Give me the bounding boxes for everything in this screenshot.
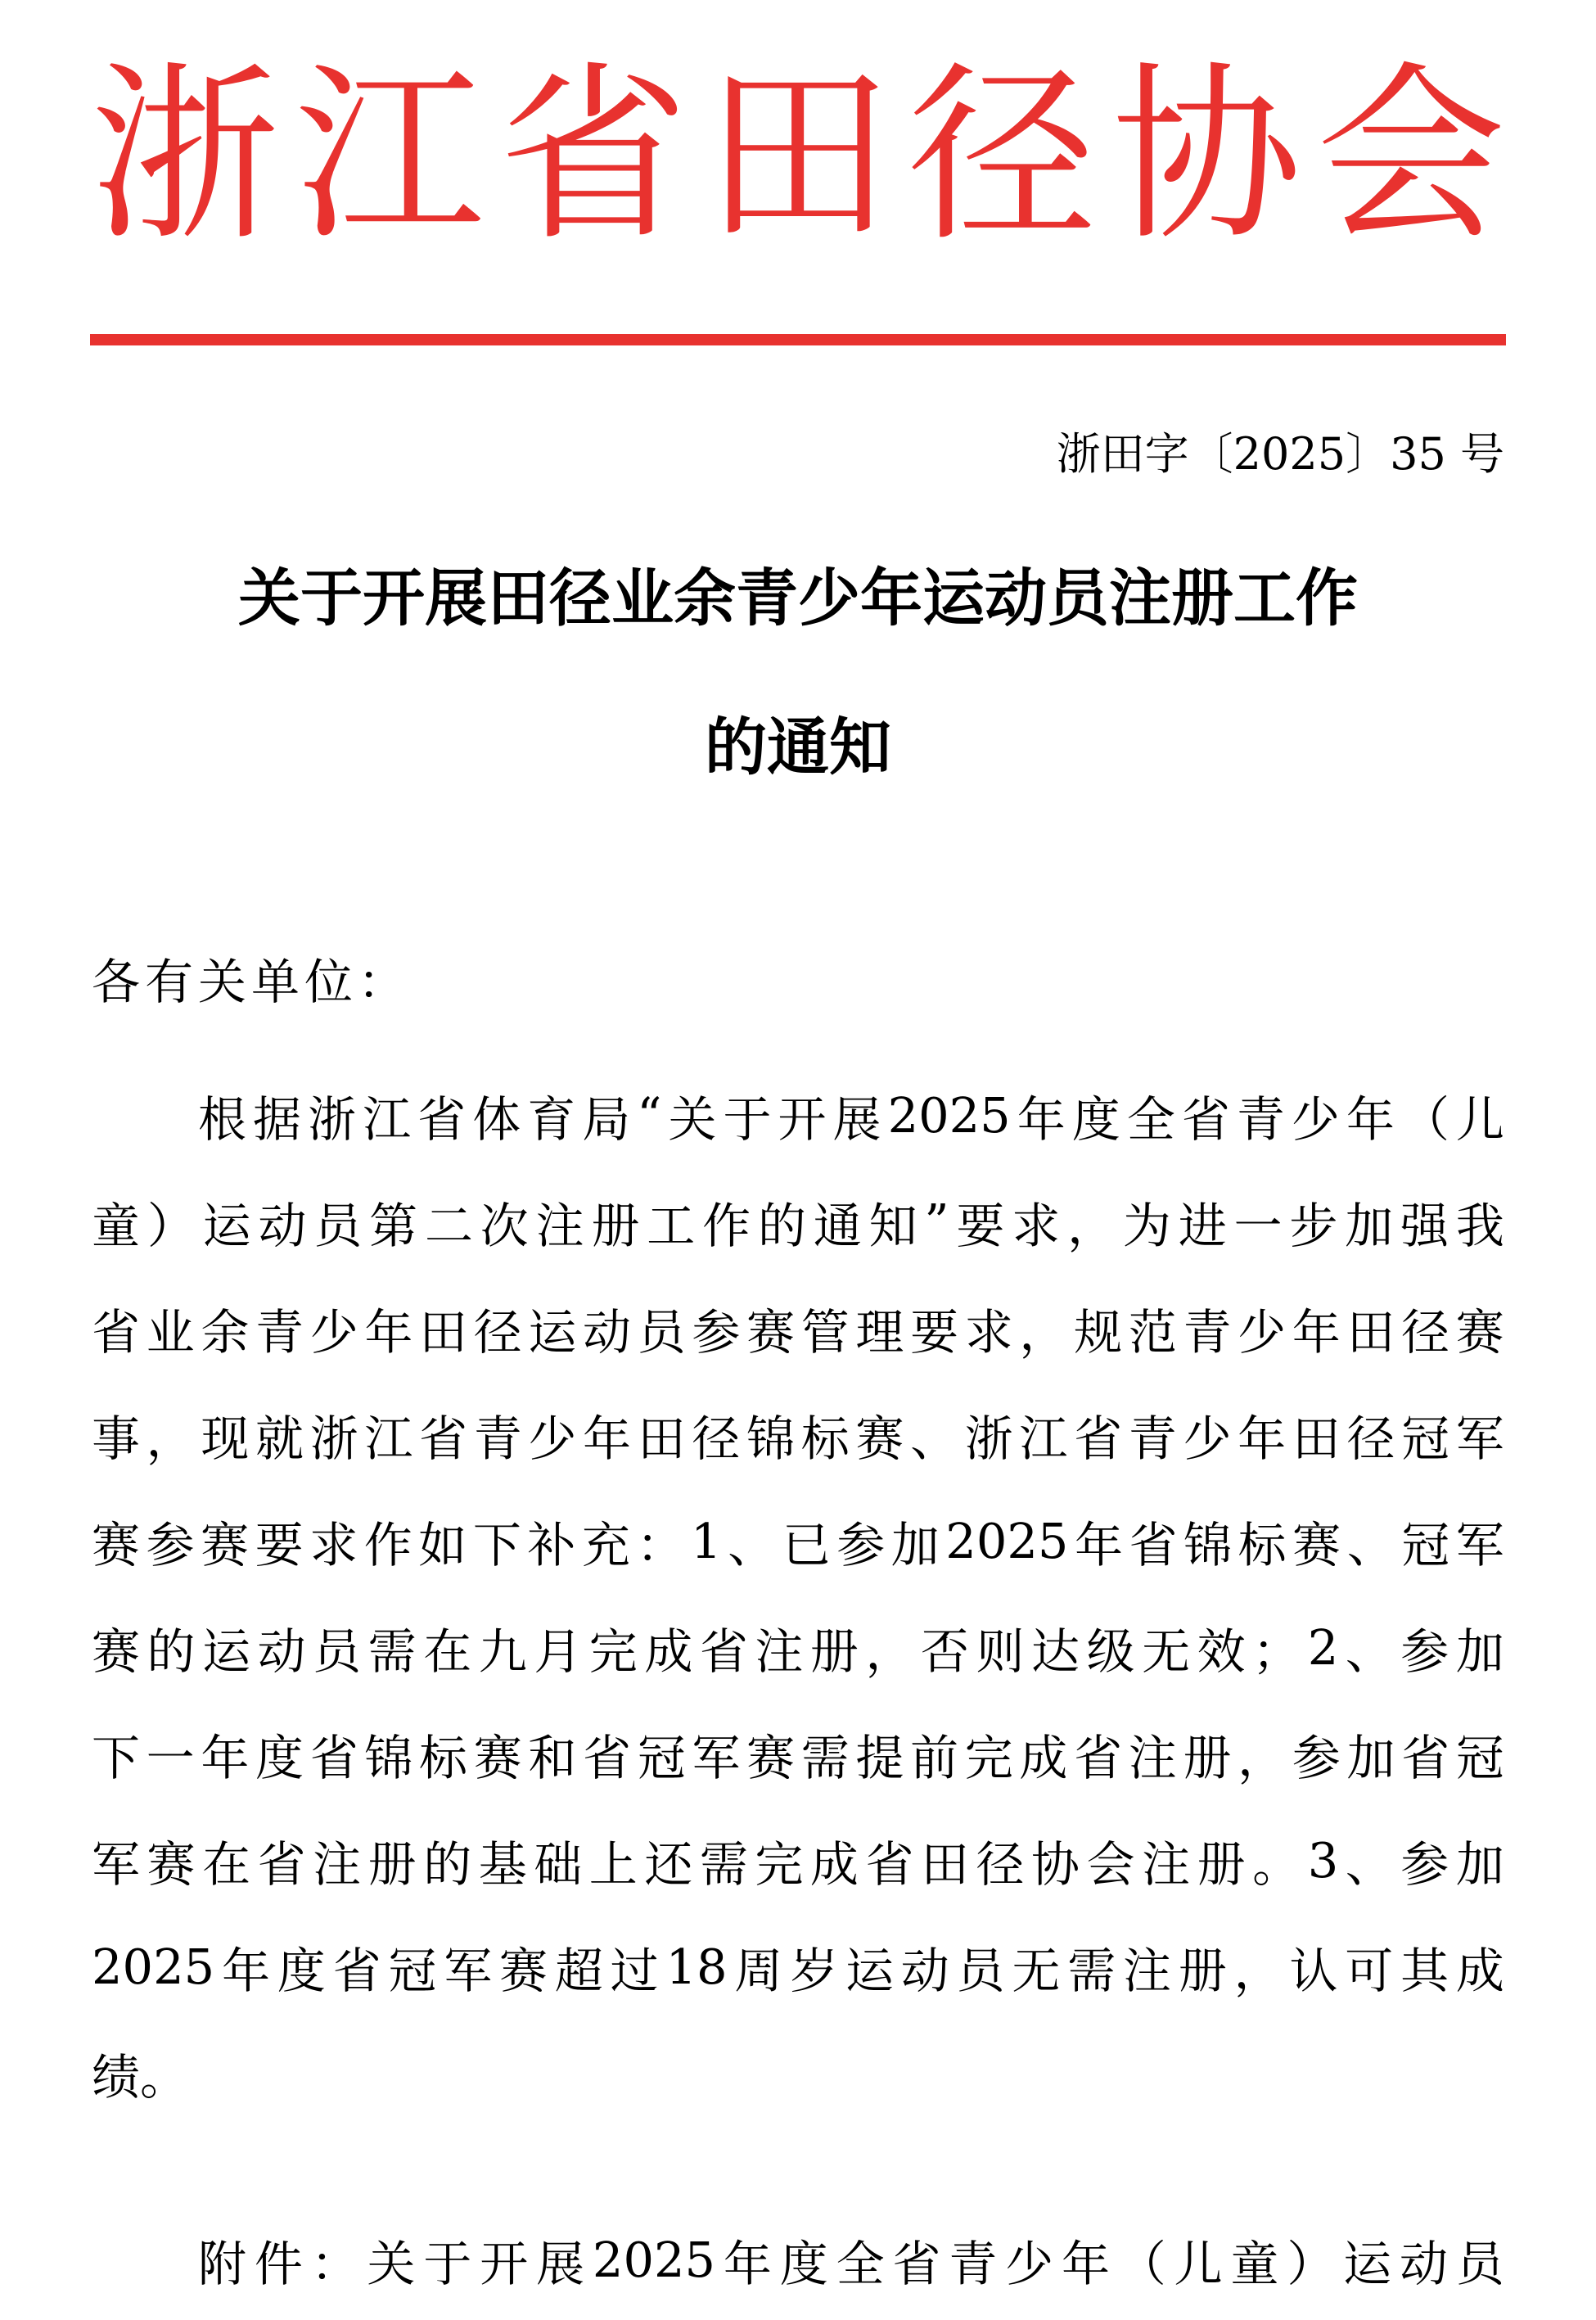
text-glyph: 成 — [809, 1835, 859, 1893]
text-glyph: 径 — [473, 1303, 522, 1361]
salutation: 各有关单位： — [92, 954, 412, 1010]
text-glyph: （ — [1400, 1090, 1449, 1148]
text-glyph: 冠 — [1455, 1729, 1504, 1786]
text-glyph: 赛 — [92, 1623, 141, 1680]
text-glyph: 1 — [691, 1512, 722, 1569]
text-glyph: ， — [146, 1410, 195, 1467]
text-glyph: 加 — [1346, 1729, 1395, 1786]
text-glyph: 注 — [535, 1197, 584, 1254]
text-glyph: 和 — [528, 1729, 577, 1786]
text-glyph: 需 — [1067, 1942, 1116, 1999]
text-glyph: 少 — [528, 1410, 577, 1467]
text-glyph: 余 — [201, 1303, 250, 1361]
text-glyph: 注 — [1128, 1729, 1177, 1786]
text-glyph: 的 — [147, 1623, 196, 1680]
text-glyph: 江 — [363, 1090, 412, 1148]
text-glyph: 赛 — [746, 1729, 796, 1786]
text-glyph: 省 — [332, 1942, 381, 1999]
text-glyph: 赛 — [147, 1835, 196, 1893]
text-glyph: 径 — [692, 1410, 741, 1467]
text-glyph: 还 — [644, 1835, 693, 1893]
text-glyph: 参 — [1400, 1623, 1449, 1680]
text-glyph: 超 — [554, 1942, 603, 1999]
text-glyph: 全 — [1126, 1090, 1175, 1148]
text-glyph: 上 — [588, 1835, 638, 1893]
text-glyph: 要 — [910, 1303, 959, 1361]
text-glyph: 为 — [1122, 1197, 1171, 1254]
text-glyph: 其 — [1400, 1942, 1449, 1999]
body-line — [92, 1594, 1504, 1700]
text-glyph: 青 — [949, 2235, 998, 2292]
text-glyph: ， — [1067, 1197, 1116, 1254]
text-glyph: 加 — [1455, 1835, 1504, 1893]
text-glyph: 册 — [367, 1835, 417, 1893]
text-glyph: 成 — [1455, 1942, 1504, 1999]
text-glyph: ； — [1252, 1623, 1301, 1680]
body-line — [92, 1913, 1504, 2020]
text-glyph: 补 — [527, 1516, 576, 1573]
text-glyph: 完 — [755, 1835, 804, 1893]
text-glyph: 运 — [528, 1303, 577, 1361]
text-glyph: 根 — [198, 1090, 247, 1148]
text-glyph: 否 — [920, 1623, 969, 1680]
text-glyph: ， — [1233, 1942, 1283, 1999]
text-glyph: 江 — [1019, 1410, 1068, 1467]
text-glyph: 开 — [480, 2235, 529, 2292]
text-glyph: 18 — [665, 1938, 728, 1995]
text-glyph: 现 — [201, 1410, 250, 1467]
body-line — [92, 2020, 1504, 2126]
text-glyph: 、 — [910, 1410, 959, 1467]
text-glyph: 参 — [692, 1303, 741, 1361]
text-glyph: 要 — [956, 1197, 1005, 1254]
document-title — [90, 524, 1506, 822]
text-glyph: 础 — [534, 1835, 583, 1893]
text-glyph: 2025 — [592, 2231, 716, 2288]
text-glyph: 则 — [976, 1623, 1025, 1680]
masthead-char: 江 — [294, 45, 485, 266]
text-glyph: 员 — [1455, 2235, 1504, 2292]
text-glyph: 锦 — [364, 1729, 413, 1786]
text-glyph: 动 — [583, 1303, 632, 1361]
text-glyph: 工 — [647, 1197, 696, 1254]
text-glyph: 关 — [367, 2235, 416, 2292]
text-glyph: 成 — [1019, 1729, 1068, 1786]
text-glyph: 省 — [865, 1835, 914, 1893]
text-glyph: 江 — [364, 1410, 413, 1467]
text-glyph: 全 — [836, 2235, 885, 2292]
text-glyph: 会 — [1086, 1835, 1135, 1893]
text-glyph: 参 — [146, 1516, 195, 1573]
text-glyph: 动 — [900, 1942, 949, 1999]
text-glyph: 年 — [1017, 1090, 1066, 1148]
text-glyph: 青 — [1183, 1303, 1232, 1361]
text-glyph: 附 — [198, 2235, 247, 2292]
text-glyph: “ — [637, 1086, 662, 1144]
text-glyph: 册 — [809, 1623, 859, 1680]
text-glyph: 年 — [1292, 1303, 1341, 1361]
text-glyph: 注 — [755, 1623, 804, 1680]
text-glyph: 2025 — [945, 1512, 1069, 1569]
text-glyph: 注 — [1142, 1835, 1191, 1893]
text-glyph: 关 — [668, 1090, 717, 1148]
text-glyph: 年 — [1346, 1090, 1395, 1148]
title-line-1: 关于开展田径业余青少年运动员注册工作 — [238, 562, 1358, 634]
text-glyph: 3 — [1307, 1831, 1339, 1889]
text-glyph: 省 — [699, 1623, 748, 1680]
text-glyph: 达 — [1031, 1623, 1080, 1680]
text-glyph: 步 — [1289, 1197, 1338, 1254]
body-line — [92, 1487, 1504, 1594]
text-glyph: 完 — [588, 1623, 638, 1680]
text-glyph: 业 — [146, 1303, 195, 1361]
text-glyph: 赛 — [1455, 1303, 1504, 1361]
text-glyph: 度 — [277, 1942, 326, 1999]
text-glyph: 求 — [1012, 1197, 1061, 1254]
text-glyph: 2025 — [887, 1086, 1011, 1144]
text-glyph: 军 — [1455, 1516, 1504, 1573]
text-glyph: ， — [865, 1623, 914, 1680]
masthead-title — [90, 45, 1506, 266]
body-line — [92, 1807, 1504, 1913]
text-glyph: ： — [636, 1516, 685, 1573]
text-glyph: 儿 — [1174, 2235, 1223, 2292]
text-glyph: 我 — [1455, 1197, 1504, 1254]
text-glyph: 的 — [757, 1197, 806, 1254]
text-glyph: 少 — [1238, 1303, 1287, 1361]
text-glyph: 册 — [591, 1197, 640, 1254]
text-glyph: 的 — [423, 1835, 472, 1893]
text-glyph: 需 — [699, 1835, 748, 1893]
text-glyph: 年 — [1074, 1516, 1123, 1573]
text-glyph: 浙 — [308, 1090, 357, 1148]
text-glyph: 赛 — [855, 1410, 904, 1467]
text-glyph: （ — [1117, 2235, 1166, 2292]
text-glyph: 赛 — [1292, 1516, 1341, 1573]
text-glyph: 省 — [309, 1729, 358, 1786]
text-glyph: 田 — [1346, 1303, 1395, 1361]
text-glyph: 册 — [1197, 1835, 1246, 1893]
text-glyph: 岁 — [790, 1942, 839, 1999]
text-glyph: 协 — [1031, 1835, 1080, 1893]
text-glyph: 范 — [1128, 1303, 1177, 1361]
text-glyph: 度 — [779, 2235, 828, 2292]
text-glyph: 求 — [964, 1303, 1013, 1361]
text-glyph: ） — [1287, 2235, 1336, 2292]
text-glyph: 员 — [637, 1303, 686, 1361]
text-glyph: ） — [147, 1197, 196, 1254]
text-glyph: 冠 — [388, 1942, 437, 1999]
text-glyph: 童 — [1230, 2235, 1279, 2292]
text-glyph: 年 — [201, 1729, 250, 1786]
text-glyph: 前 — [910, 1729, 959, 1786]
text-glyph: 赛 — [92, 1516, 141, 1573]
text-glyph: 省 — [1074, 1410, 1123, 1467]
text-glyph: 展 — [536, 2235, 585, 2292]
text-glyph: 事 — [92, 1410, 141, 1467]
text-glyph: 认 — [1289, 1942, 1338, 1999]
text-glyph: 少 — [1183, 1410, 1232, 1467]
body-line — [92, 1062, 1504, 1168]
body-line — [92, 1275, 1504, 1381]
text-glyph: 赛 — [746, 1303, 796, 1361]
text-glyph: 径 — [1401, 1303, 1450, 1361]
text-glyph: 运 — [202, 1197, 251, 1254]
text-glyph: 体 — [472, 1090, 521, 1148]
body-line — [92, 1700, 1504, 1807]
text-glyph: 成 — [644, 1623, 693, 1680]
text-glyph: 军 — [444, 1942, 493, 1999]
text-glyph: 需 — [800, 1729, 850, 1786]
text-glyph: 省 — [257, 1835, 306, 1893]
text-glyph: 青 — [255, 1303, 304, 1361]
text-glyph: 二 — [424, 1197, 473, 1254]
text-glyph: 参 — [1400, 1835, 1449, 1893]
text-glyph: 。 — [140, 2048, 189, 2106]
text-glyph: 标 — [419, 1729, 468, 1786]
text-glyph: 径 — [976, 1835, 1025, 1893]
text-glyph: 冠 — [1401, 1516, 1450, 1573]
text-glyph: 军 — [692, 1729, 741, 1786]
title-line-2: 的通知 — [705, 711, 891, 783]
text-glyph: 下 — [472, 1516, 521, 1573]
text-glyph: 田 — [419, 1303, 468, 1361]
text-glyph: 青 — [1236, 1090, 1285, 1148]
text-glyph: 作 — [363, 1516, 413, 1573]
masthead-char: 浙 — [90, 45, 281, 266]
text-glyph: 管 — [800, 1303, 850, 1361]
text-glyph: 年 — [364, 1303, 413, 1361]
text-glyph: 于 — [723, 1090, 772, 1148]
text-glyph: 田 — [1292, 1410, 1341, 1467]
body-line — [92, 1168, 1504, 1275]
text-glyph: 年 — [723, 2235, 772, 2292]
text-glyph: 通 — [813, 1197, 862, 1254]
text-glyph: 理 — [855, 1303, 904, 1361]
text-glyph: 省 — [1074, 1729, 1123, 1786]
masthead-char: 田 — [702, 45, 893, 266]
text-glyph: 省 — [583, 1729, 632, 1786]
text-glyph: 级 — [1086, 1623, 1135, 1680]
text-glyph: 知 — [868, 1197, 917, 1254]
masthead-char: 径 — [907, 45, 1098, 266]
text-glyph: 下 — [92, 1729, 141, 1786]
text-glyph: 赛 — [201, 1516, 250, 1573]
text-glyph: 少 — [1291, 1090, 1340, 1148]
text-glyph: 军 — [1455, 1410, 1504, 1467]
text-glyph: 赛 — [473, 1729, 522, 1786]
text-glyph: 开 — [778, 1090, 827, 1148]
text-glyph: 、 — [1346, 1516, 1395, 1573]
text-glyph: 充 — [581, 1516, 630, 1573]
text-glyph: 绩 — [92, 2048, 141, 2106]
text-glyph: 运 — [202, 1623, 251, 1680]
text-glyph: 员 — [956, 1942, 1005, 1999]
text-glyph: 员 — [313, 1623, 362, 1680]
text-glyph: 局 — [582, 1090, 631, 1148]
text-glyph: 件 — [254, 2235, 303, 2292]
text-glyph: 、 — [1345, 1623, 1394, 1680]
text-glyph: 年 — [1238, 1410, 1287, 1467]
text-glyph: 可 — [1345, 1942, 1394, 1999]
text-glyph: 加 — [890, 1516, 940, 1573]
text-glyph: 强 — [1400, 1197, 1449, 1254]
text-glyph: 儿 — [1455, 1090, 1504, 1148]
text-glyph: 月 — [534, 1623, 583, 1680]
text-glyph: 度 — [255, 1729, 304, 1786]
text-glyph: 加 — [1455, 1623, 1504, 1680]
text-glyph: 在 — [423, 1623, 472, 1680]
text-glyph: 田 — [920, 1835, 969, 1893]
text-glyph: 第 — [369, 1197, 418, 1254]
text-glyph: 2025 — [92, 1938, 215, 1995]
text-glyph: 规 — [1074, 1303, 1123, 1361]
body-line — [92, 1381, 1504, 1487]
text-glyph: 运 — [1343, 2235, 1392, 2292]
text-glyph: 在 — [202, 1835, 251, 1893]
text-glyph: ” — [924, 1193, 949, 1250]
text-glyph: 省 — [92, 1303, 141, 1361]
text-glyph: 求 — [309, 1516, 358, 1573]
text-glyph: 、 — [728, 1516, 777, 1573]
text-glyph: 。 — [1252, 1835, 1301, 1893]
text-glyph: 动 — [257, 1623, 306, 1680]
text-glyph: ： — [310, 2235, 359, 2292]
text-glyph: 2 — [1307, 1618, 1339, 1676]
text-glyph: 需 — [367, 1623, 417, 1680]
text-glyph: 育 — [527, 1090, 576, 1148]
attachment-line — [198, 2218, 1504, 2300]
text-glyph: 进 — [1178, 1197, 1227, 1254]
text-glyph: 效 — [1197, 1623, 1246, 1680]
document-number: 浙田字〔2025〕35 号 — [1056, 428, 1504, 480]
text-glyph: 浙 — [309, 1410, 358, 1467]
text-glyph: 浙 — [964, 1410, 1013, 1467]
text-glyph: 册 — [1178, 1942, 1227, 1999]
text-glyph: 作 — [702, 1197, 751, 1254]
text-glyph: 少 — [1005, 2235, 1054, 2292]
text-glyph: 青 — [1128, 1410, 1177, 1467]
text-glyph: 省 — [1401, 1729, 1450, 1786]
text-glyph: 展 — [832, 1090, 881, 1148]
text-glyph: 九 — [478, 1623, 527, 1680]
text-glyph: 锦 — [1183, 1516, 1233, 1573]
text-glyph: 赛 — [499, 1942, 548, 1999]
masthead-red-rule — [90, 334, 1506, 345]
text-glyph: 省 — [892, 2235, 941, 2292]
text-glyph: 如 — [418, 1516, 467, 1573]
text-glyph: 省 — [417, 1090, 467, 1148]
text-glyph: 基 — [478, 1835, 527, 1893]
text-glyph: 省 — [419, 1410, 468, 1467]
text-glyph: 年 — [1061, 2235, 1110, 2292]
text-glyph: 参 — [1292, 1729, 1341, 1786]
text-glyph: 标 — [800, 1410, 850, 1467]
text-glyph: 无 — [1012, 1942, 1061, 1999]
text-glyph: 一 — [146, 1729, 195, 1786]
text-glyph: 标 — [1238, 1516, 1287, 1573]
text-glyph: 年 — [583, 1410, 632, 1467]
text-glyph: 注 — [313, 1835, 362, 1893]
text-glyph: 无 — [1142, 1623, 1191, 1680]
text-glyph: ， — [1238, 1729, 1287, 1786]
text-glyph: 次 — [480, 1197, 529, 1254]
text-glyph: 完 — [964, 1729, 1013, 1786]
text-glyph: 童 — [92, 1197, 141, 1254]
masthead-char: 协 — [1111, 45, 1302, 266]
text-glyph: 军 — [92, 1835, 141, 1893]
text-glyph: 册 — [1183, 1729, 1232, 1786]
body-paragraph — [92, 1062, 1504, 2126]
text-glyph: ， — [1019, 1303, 1068, 1361]
text-glyph: 省 — [1129, 1516, 1178, 1573]
text-glyph: 冠 — [1401, 1410, 1450, 1467]
text-glyph: 就 — [255, 1410, 304, 1467]
text-glyph: 要 — [255, 1516, 304, 1573]
masthead-char: 省 — [498, 45, 689, 266]
text-glyph: 青 — [473, 1410, 522, 1467]
text-glyph: 动 — [1400, 2235, 1449, 2292]
text-glyph: 加 — [1345, 1197, 1394, 1254]
text-glyph: 员 — [313, 1197, 363, 1254]
text-glyph: 动 — [258, 1197, 307, 1254]
text-glyph: 参 — [836, 1516, 886, 1573]
text-glyph: 提 — [855, 1729, 904, 1786]
text-glyph: 周 — [734, 1942, 783, 1999]
text-glyph: 田 — [637, 1410, 686, 1467]
text-glyph: 省 — [1181, 1090, 1230, 1148]
masthead-char: 会 — [1315, 45, 1506, 266]
text-glyph: 于 — [423, 2235, 472, 2292]
text-glyph: 据 — [253, 1090, 302, 1148]
text-glyph: 一 — [1233, 1197, 1283, 1254]
text-glyph: 锦 — [746, 1410, 796, 1467]
text-glyph: 已 — [782, 1516, 831, 1573]
text-glyph: 少 — [309, 1303, 358, 1361]
text-glyph: 、 — [1345, 1835, 1394, 1893]
text-glyph: 冠 — [637, 1729, 686, 1786]
text-glyph: 过 — [610, 1942, 659, 1999]
text-glyph: 度 — [1071, 1090, 1120, 1148]
text-glyph: 径 — [1346, 1410, 1395, 1467]
text-glyph: 运 — [845, 1942, 894, 1999]
text-glyph: 注 — [1123, 1942, 1172, 1999]
text-glyph: 年 — [221, 1942, 270, 1999]
